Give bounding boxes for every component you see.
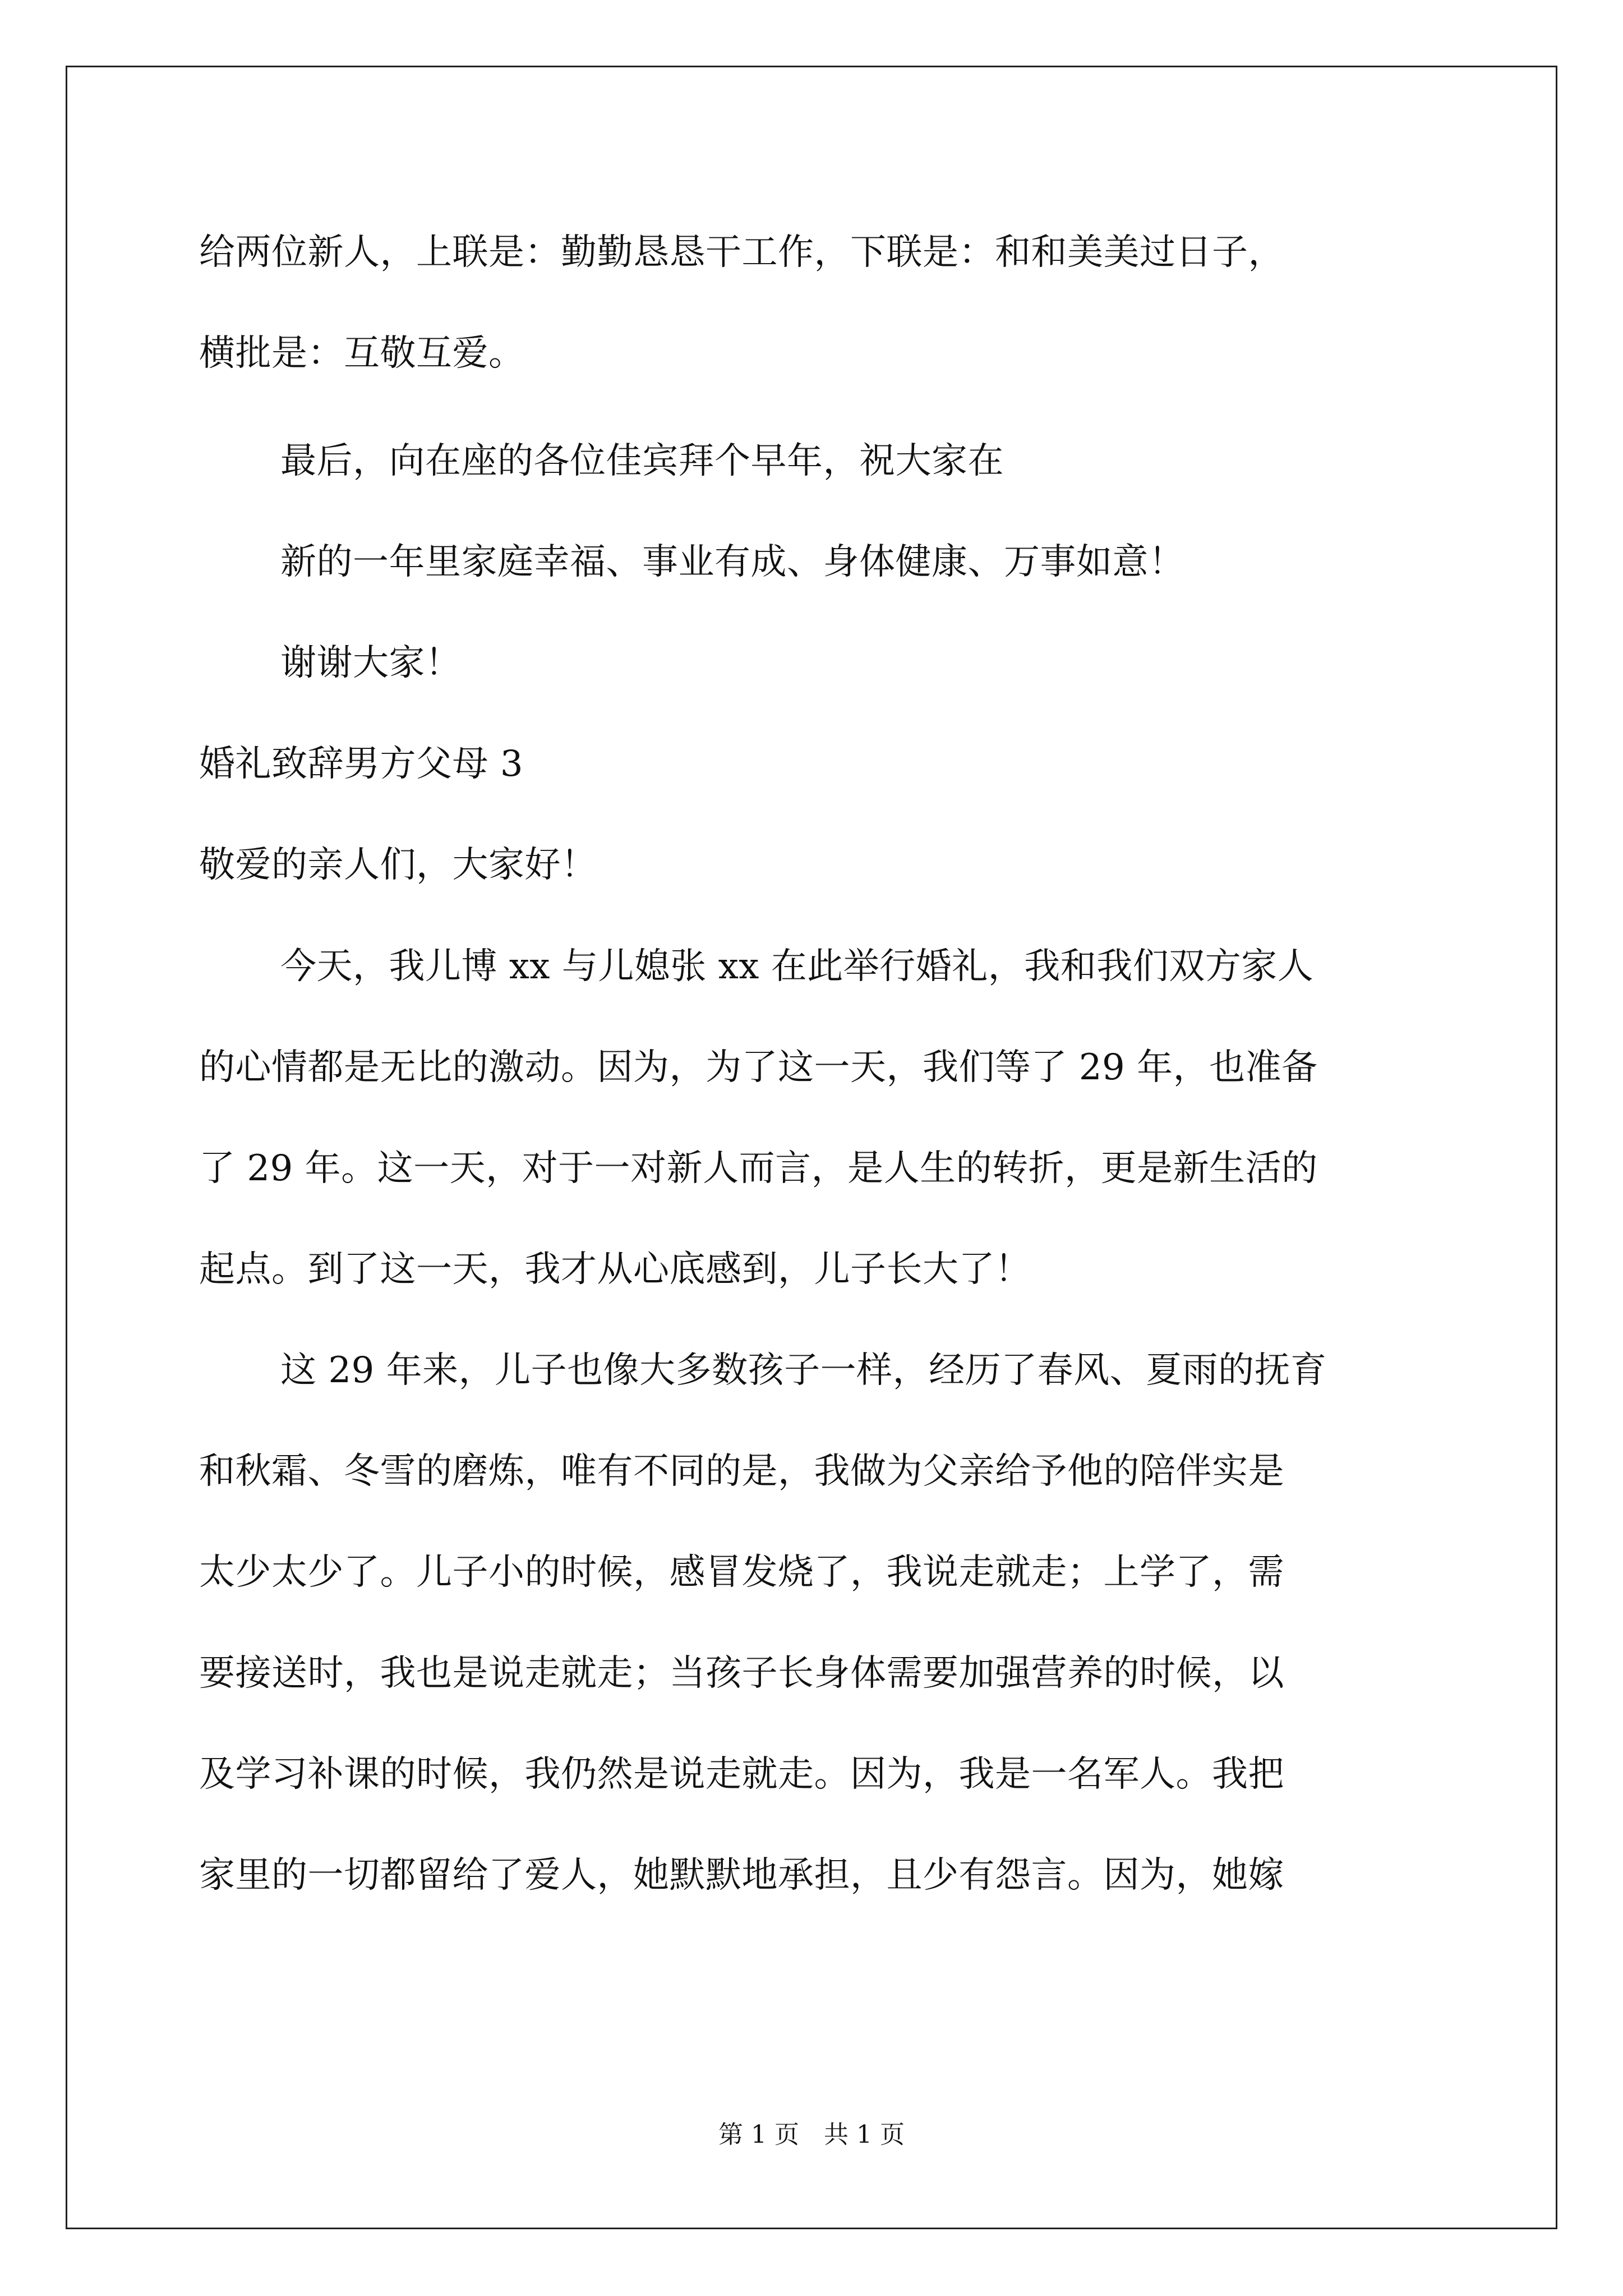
text-line: 最后，向在座的各位佳宾拜个早年，祝大家在 <box>280 440 1004 482</box>
text-line: 要接送时，我也是说走就走；当孩子长身体需要加强营养的时候，以 <box>199 1653 1284 1694</box>
text-line: 的心情都是无比的激动。因为，为了这一天，我们等了 29 年，也准备 <box>199 1047 1318 1088</box>
text-line: 了 29 年。这一天，对于一对新人而言，是人生的转折，更是新生活的 <box>199 1148 1318 1189</box>
section-heading: 婚礼致辞男方父母 3 <box>199 743 524 785</box>
text-line: 今天，我儿博 xx 与儿媳张 xx 在此举行婚礼，我和我们双方家人 <box>280 946 1314 987</box>
text-line: 和秋霜、冬雪的磨炼，唯有不同的是，我做为父亲给予他的陪伴实是 <box>199 1451 1284 1492</box>
page-footer: 第 1 页 共 1 页 <box>718 2120 905 2149</box>
text-line: 给两位新人，上联是：勤勤恳恳干工作，下联是：和和美美过日子， <box>199 232 1284 273</box>
text-line: 敬爱的亲人们，大家好！ <box>199 844 597 886</box>
text-line: 这 29 年来，儿子也像大多数孩子一样，经历了春风、夏雨的抚育 <box>280 1350 1327 1391</box>
text-line: 横批是：互敬互爱。 <box>199 333 525 374</box>
text-line: 谢谢大家！ <box>280 642 462 684</box>
text-line: 新的一年里家庭幸福、事业有成、身体健康、万事如意！ <box>280 541 1185 583</box>
text-line: 及学习补课的时候，我仍然是说走就走。因为，我是一名军人。我把 <box>199 1754 1284 1795</box>
text-line: 家里的一切都留给了爱人，她默默地承担，且少有怨言。因为，她嫁 <box>199 1855 1284 1896</box>
text-line: 起点。到了这一天，我才从心底感到，儿子长大了！ <box>199 1249 1031 1290</box>
text-line: 太少太少了。儿子小的时候，感冒发烧了，我说走就走；上学了，需 <box>199 1552 1284 1593</box>
